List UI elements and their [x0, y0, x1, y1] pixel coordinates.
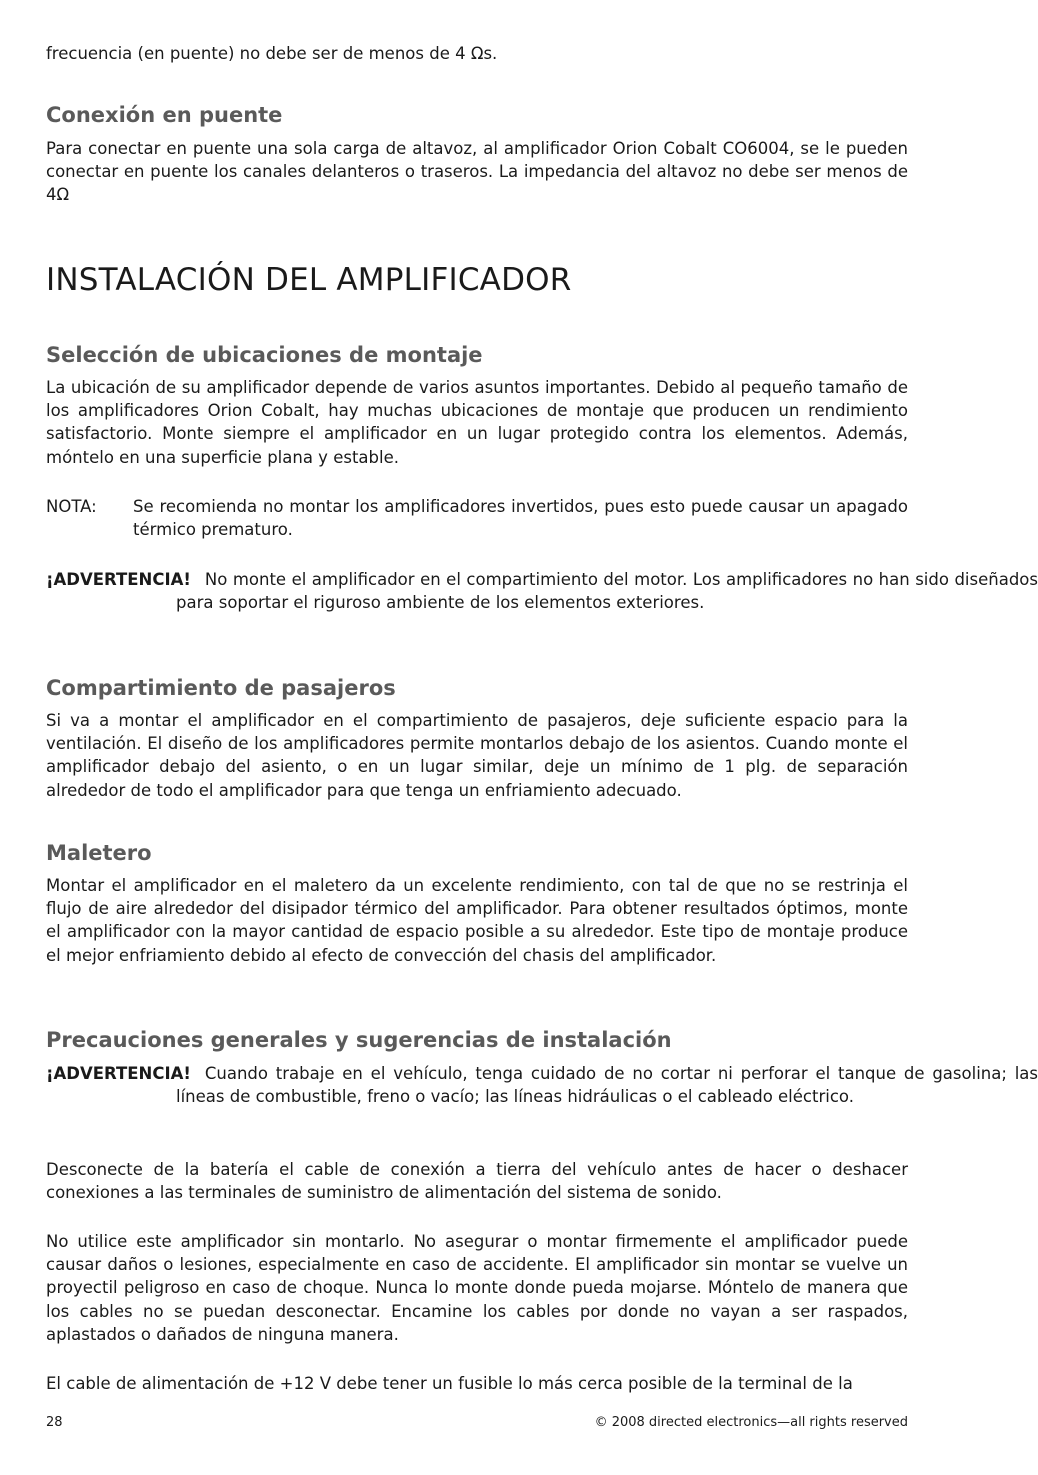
- warning-text: Cuando trabaje en el vehículo, tenga cuidado de no cortar ni perforar el tanque de gasolina; las líneas de combustible, freno o vacío; las líneas hidráulicas o el cableado eléctrico.: [176, 1064, 1038, 1107]
- main-title: INSTALACIÓN DEL AMPLIFICADOR: [46, 262, 572, 298]
- bridge-body: Para conectar en puente una sola carga de altavoz, al amplificador Orion Cobalt CO6004, se le pueden conectar en puente los canales delanteros o traseros. La impedancia del altavoz no debe ser menos de 4Ω: [46, 139, 908, 205]
- precautions-para-3: El cable de alimentación de +12 V debe tener un fusible lo más cerca posible de la terminal de la: [46, 1374, 853, 1393]
- heading-precautions: Precauciones generales y sugerencias de instalación: [46, 1028, 672, 1052]
- warning-block-vehicle: [46, 1062, 1038, 1108]
- precautions-para-2: No utilice este amplificador sin montarlo. No asegurar o montar firmemente el amplificador puede causar daños o lesiones, especialmente en caso de accidente. El amplificador sin montar se vuelve un proyectil peligroso en caso de choque. Nunca lo monte donde pueda mojarse. Móntelo de manera que los cables no se puedan desconectar. Encamine los cables por donde no vayan a ser raspados, aplastados o dañados de ninguna manera.: [46, 1232, 908, 1344]
- heading-passenger: Compartimiento de pasajeros: [46, 676, 396, 700]
- mounting-body: La ubicación de su amplificador depende de varios asuntos importantes. Debido al pequeño tamaño de los amplificadores Orion Cobalt, hay muchas ubicaciones de montaje que producen un rendimiento satisfactorio. Monte siempre el amplificador en un lugar protegido contra los elementos. Además, móntelo en una superficie plana y estable.: [46, 378, 908, 467]
- heading-trunk: Maletero: [46, 841, 152, 865]
- note-label: NOTA:: [46, 497, 97, 516]
- note-block: [46, 495, 908, 541]
- page-number: 28: [46, 1415, 63, 1430]
- note-text: Se recomienda no montar los amplificadores invertidos, pues esto puede causar un apagado térmico prematuro.: [133, 497, 908, 540]
- warning-label: ¡ADVERTENCIA!: [46, 570, 191, 589]
- heading-mounting: Selección de ubicaciones de montaje: [46, 343, 483, 367]
- warning-block-engine: [46, 568, 1038, 614]
- intro-line: frecuencia (en puente) no debe ser de menos de 4 Ωs.: [46, 44, 498, 63]
- passenger-body: Si va a montar el amplificador en el compartimiento de pasajeros, deje suficiente espacio para la ventilación. El diseño de los amplificadores permite montarlos debajo de los asientos. Cuando monte el amplificador debajo del asiento, o en un lugar similar, deje un mínimo de 1 plg. de separación alrededor de todo el amplificador para que tenga un enfriamiento adecuado.: [46, 711, 908, 800]
- page-footer: [46, 1414, 908, 1432]
- heading-bridge: Conexión en puente: [46, 103, 283, 127]
- precautions-para-1: Desconecte de la batería el cable de conexión a tierra del vehículo antes de hacer o deshacer conexiones a las terminales de suministro de alimentación del sistema de sonido.: [46, 1160, 908, 1203]
- copyright-notice: © 2008 directed electronics—all rights reserved: [594, 1415, 908, 1430]
- warning-text: No monte el amplificador en el compartimiento del motor. Los amplificadores no han sido diseñados para soportar el riguroso ambiente de los elementos exteriores.: [176, 570, 1038, 613]
- trunk-body: Montar el amplificador en el maletero da un excelente rendimiento, con tal de que no se restrinja el flujo de aire alrededor del disipador térmico del amplificador. Para obtener resultados óptimos, monte el amplificador con la mayor cantidad de espacio posible a su alrededor. Este tipo de montaje produce el mejor enfriamiento debido al efecto de convección del chasis del amplificador.: [46, 876, 908, 965]
- warning-label: ¡ADVERTENCIA!: [46, 1064, 191, 1083]
